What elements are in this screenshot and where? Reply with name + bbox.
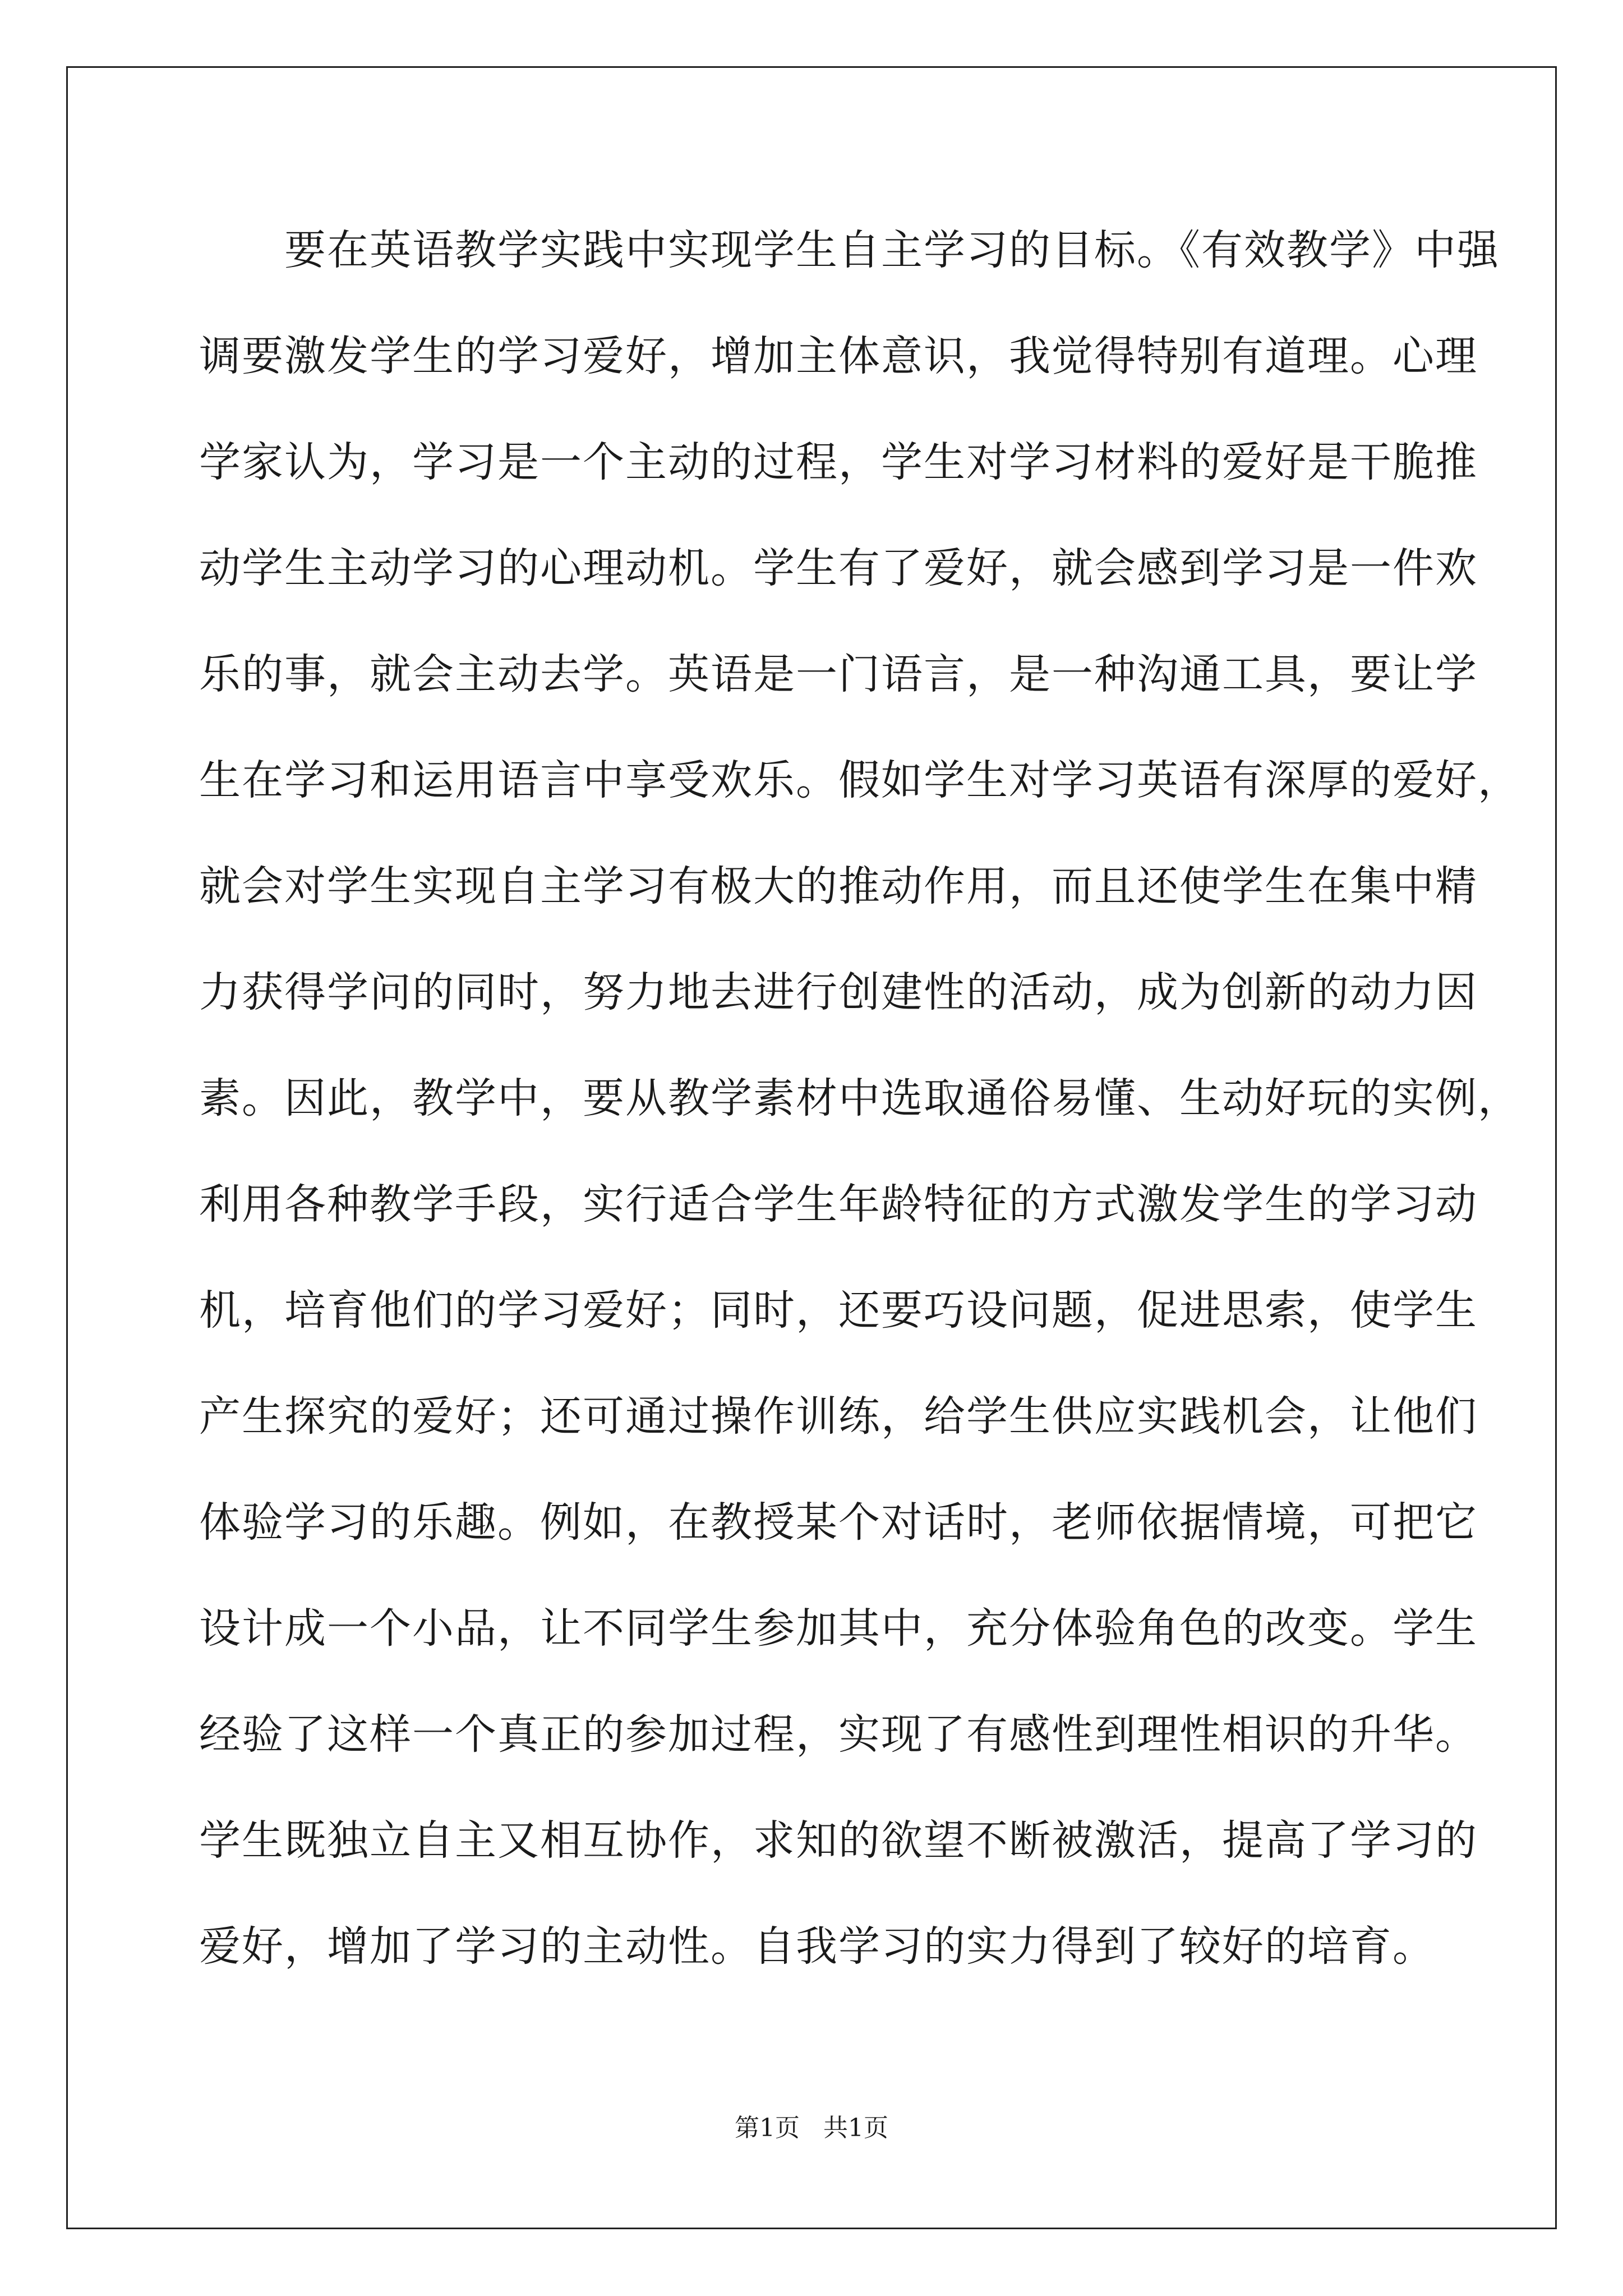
paragraph-line: 力获得学问的同时，努力地去进行创建性的活动，成为创新的动力因 <box>199 968 1478 1016</box>
paragraph-line: 机，培育他们的学习爱好；同时，还要巧设问题，促进思索，使学生 <box>199 1286 1478 1335</box>
paragraph-line: 利用各种教学手段，实行适合学生年龄特征的方式激发学生的学习动 <box>199 1180 1478 1228</box>
paragraph-line: 生在学习和运用语言中享受欢乐。假如学生对学习英语有深厚的爱好， <box>199 756 1520 804</box>
paragraph-line: 要在英语教学实践中实现学生自主学习的目标。《有效教学》中强 <box>199 226 1500 274</box>
paragraph-line: 调要激发学生的学习爱好，增加主体意识，我觉得特别有道理。心理 <box>199 332 1478 380</box>
paragraph-line: 体验学习的乐趣。例如，在教授某个对话时，老师依据情境，可把它 <box>199 1498 1478 1547</box>
paragraph-line: 学生既独立自主又相互协作，求知的欲望不断被激活，提高了学习的 <box>199 1816 1478 1865</box>
paragraph-line: 就会对学生实现自主学习有极大的推动作用，而且还使学生在集中精 <box>199 862 1478 910</box>
paragraph-line: 学家认为，学习是一个主动的过程，学生对学习材料的爱好是干脆推 <box>199 438 1478 486</box>
page-number-footer: 第1页 共1页 <box>735 2114 888 2142</box>
paragraph-line: 乐的事，就会主动去学。英语是一门语言，是一种沟通工具，要让学 <box>199 650 1478 698</box>
paragraph-line: 动学生主动学习的心理动机。学生有了爱好，就会感到学习是一件欢 <box>199 544 1478 592</box>
paragraph-line: 经验了这样一个真正的参加过程，实现了有感性到理性相识的升华。 <box>199 1710 1478 1759</box>
paragraph-line: 素。因此，教学中，要从教学素材中选取通俗易懂、生动好玩的实例， <box>199 1074 1520 1122</box>
paragraph-line: 爱好，增加了学习的主动性。自我学习的实力得到了较好的培育。 <box>199 1922 1435 1971</box>
paragraph-line: 产生探究的爱好；还可通过操作训练，给学生供应实践机会，让他们 <box>199 1392 1478 1441</box>
body-paragraph <box>199 217 1520 2019</box>
paragraph-line: 设计成一个小品，让不同学生参加其中，充分体验角色的改变。学生 <box>199 1604 1478 1653</box>
